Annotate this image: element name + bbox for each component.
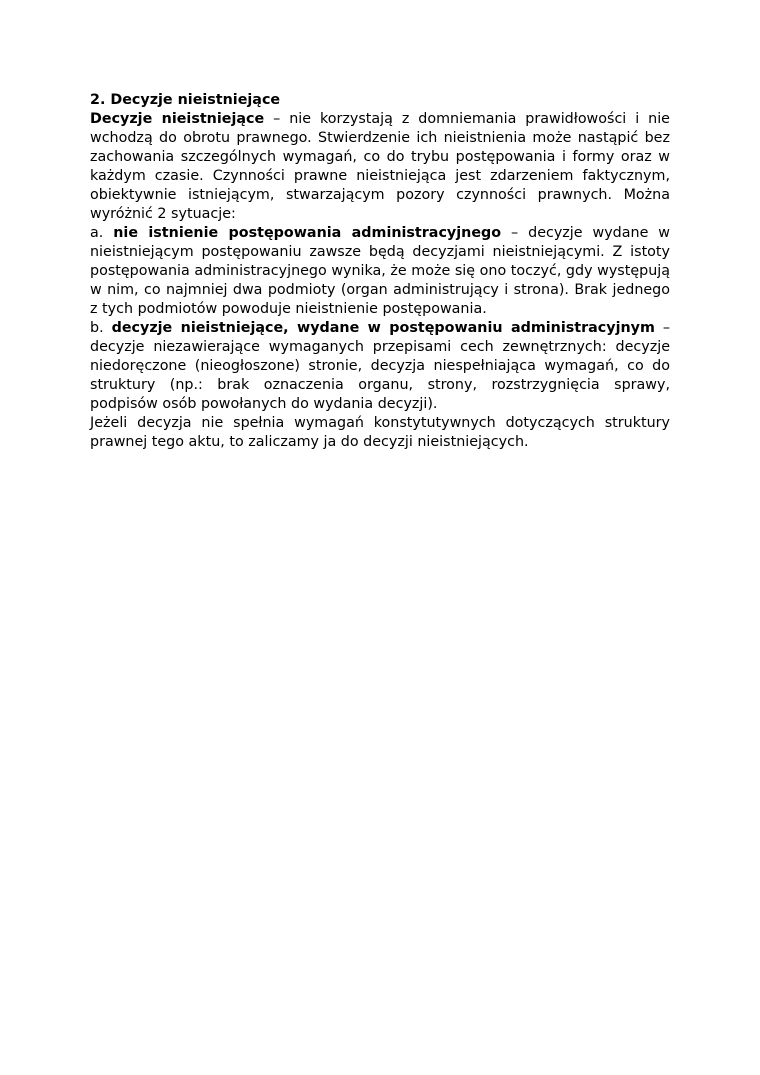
item-b-marker: b. bbox=[90, 320, 112, 336]
intro-paragraph bbox=[90, 110, 670, 224]
intro-term: Decyzje nieistniejące bbox=[90, 111, 265, 127]
item-b-paragraph bbox=[90, 319, 670, 414]
intro-text: – nie korzystają z domniemania prawidłowości i nie wchodzą do obrotu prawnego. Stwierdzenie ich nieistnienia może nastąpić bez zachowania szczególnych wymagań, co do trybu postępowania i formy oraz w każdym czasie. Czynności prawne nieistniejąca jest zdarzeniem faktycznym, obiektywnie istniejącym, stwarzającym pozory czynności prawnych. Można wyróżnić 2 sytuacje: bbox=[90, 111, 670, 222]
item-a-term: nie istnienie postępowania administracyjnego bbox=[113, 225, 502, 241]
section-heading: 2. Decyzje nieistniejące bbox=[90, 92, 281, 108]
item-b-term: decyzje nieistniejące, wydane w postępowaniu administracyjnym bbox=[111, 320, 655, 336]
item-a-paragraph bbox=[90, 224, 670, 319]
item-a-text: – decyzje wydane w nieistniejącym postępowaniu zawsze będą decyzjami nieistniejącymi. Z istoty postępowania administracyjnego wynika, że może się ono toczyć, gdy występują w nim, co najmniej dwa podmioty (organ administrujący i strona). Brak jednego z tych podmiotów powoduje nieistnienie postępowania. bbox=[90, 225, 670, 317]
item-b-text: – decyzje niezawierające wymaganych przepisami cech zewnętrznych: decyzje niedoręczone (nieogłoszone) stronie, decyzja niespełniająca wymagań, co do struktury (np.: brak oznaczenia organu, strony, rozstrzygnięcia sprawy, podpisów osób powołanych do wydania decyzji). bbox=[90, 320, 670, 412]
closing-paragraph: Jeżeli decyzja nie spełnia wymagań konstytutywnych dotyczących struktury prawnej tego aktu, to zaliczamy ja do decyzji nieistniejących. bbox=[90, 415, 670, 450]
document-body bbox=[90, 91, 670, 452]
item-a-marker: a. bbox=[90, 225, 114, 241]
